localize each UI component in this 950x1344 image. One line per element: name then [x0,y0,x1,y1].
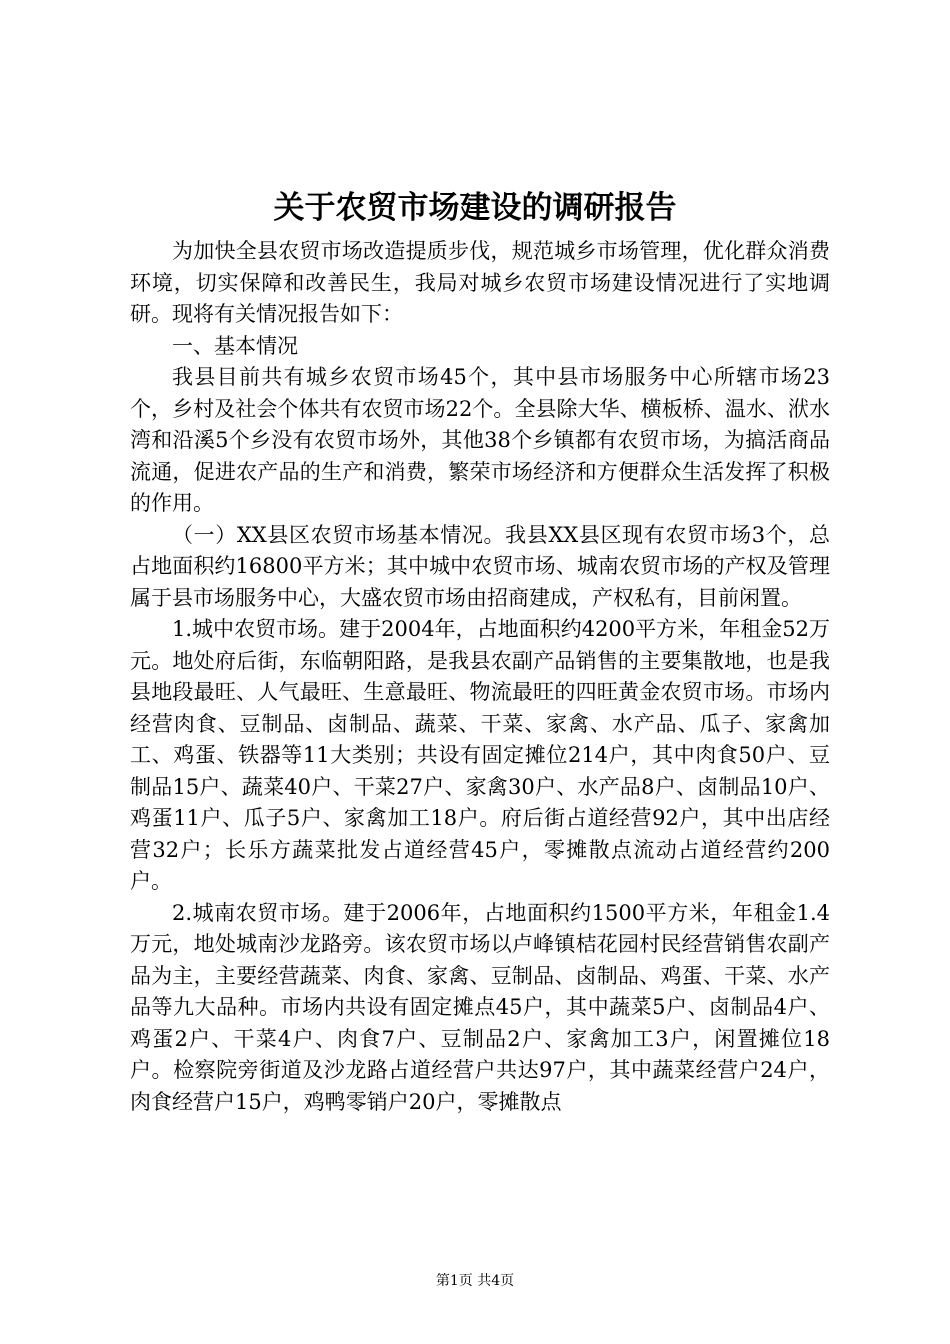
document-body [130,236,830,1118]
intro-paragraph: 为加快全县农贸市场改造提质步伐，规范城乡市场管理，优化群众消费环境，切实保障和改善民生，我局对城乡农贸市场建设情况进行了实地调研。现将有关情况报告如下： [130,239,830,326]
overview-paragraph: 我县目前共有城乡农贸市场45个，其中县市场服务中心所辖市场23个，乡村及社会个体共有农贸市场22个。全县除大华、横板桥、温水、洑水湾和沿溪5个乡没有农贸市场外，其他38个乡镇都有农贸市场，为搞活商品流通，促进农产品的生产和消费，繁荣市场经济和方便群众生活发挥了积极的作用。 [130,365,830,515]
section-heading-basic-situation: 一、基本情况 [172,333,298,358]
chengnan-market-paragraph: 2.城南农贸市场。建于2006年，占地面积约1500平方米，年租金1.4万元，地处城南沙龙路旁。该农贸市场以卢峰镇桔花园村民经营销售农副产品为主，主要经营蔬菜、肉食、家禽、豆制品、卤制品、鸡蛋、干菜、水产品等九大品种。市场内共设有固定摊点45户，其中蔬菜5户、卤制品4户、鸡蛋2户、干菜4户、肉食7户、豆制品2户、家禽加工3户，闲置摊位18户。检察院旁街道及沙龙路占道经营户共达97户，其中蔬菜经营户24户，肉食经营户15户，鸡鸭零销户20户，零摊散点 [130,900,830,1114]
chengzhong-market-paragraph: 1.城中农贸市场。建于2004年，占地面积约4200平方米，年租金52万元。地处府后街，东临朝阳路，是我县农副产品销售的主要集散地，也是我县地段最旺、人气最旺、生意最旺、物流最旺的四旺黄金农贸市场。市场内经营肉食、豆制品、卤制品、蔬菜、干菜、家禽、水产品、瓜子、家禽加工、鸡蛋、铁器等11大类别；共设有固定摊位214户，其中肉食50户、豆制品15户、蔬菜40户、干菜27户、家禽30户、水产品8户、卤制品10户、鸡蛋11户、瓜子5户、家禽加工18户。府后街占道经营92户，其中出店经营32户；长乐方蔬菜批发占道经营45户，零摊散点流动占道经营约200户。 [130,617,830,893]
county-market-paragraph: （一）XX县区农贸市场基本情况。我县XX县区现有农贸市场3个，总占地面积约16800平方米；其中城中农贸市场、城南农贸市场的产权及管理属于县市场服务中心，大盛农贸市场由招商建成，产权私有，目前闲置。 [130,522,830,610]
page-footer: 第1页 共4页 [435,1273,515,1289]
document-title: 关于农贸市场建设的调研报告 [273,190,677,226]
